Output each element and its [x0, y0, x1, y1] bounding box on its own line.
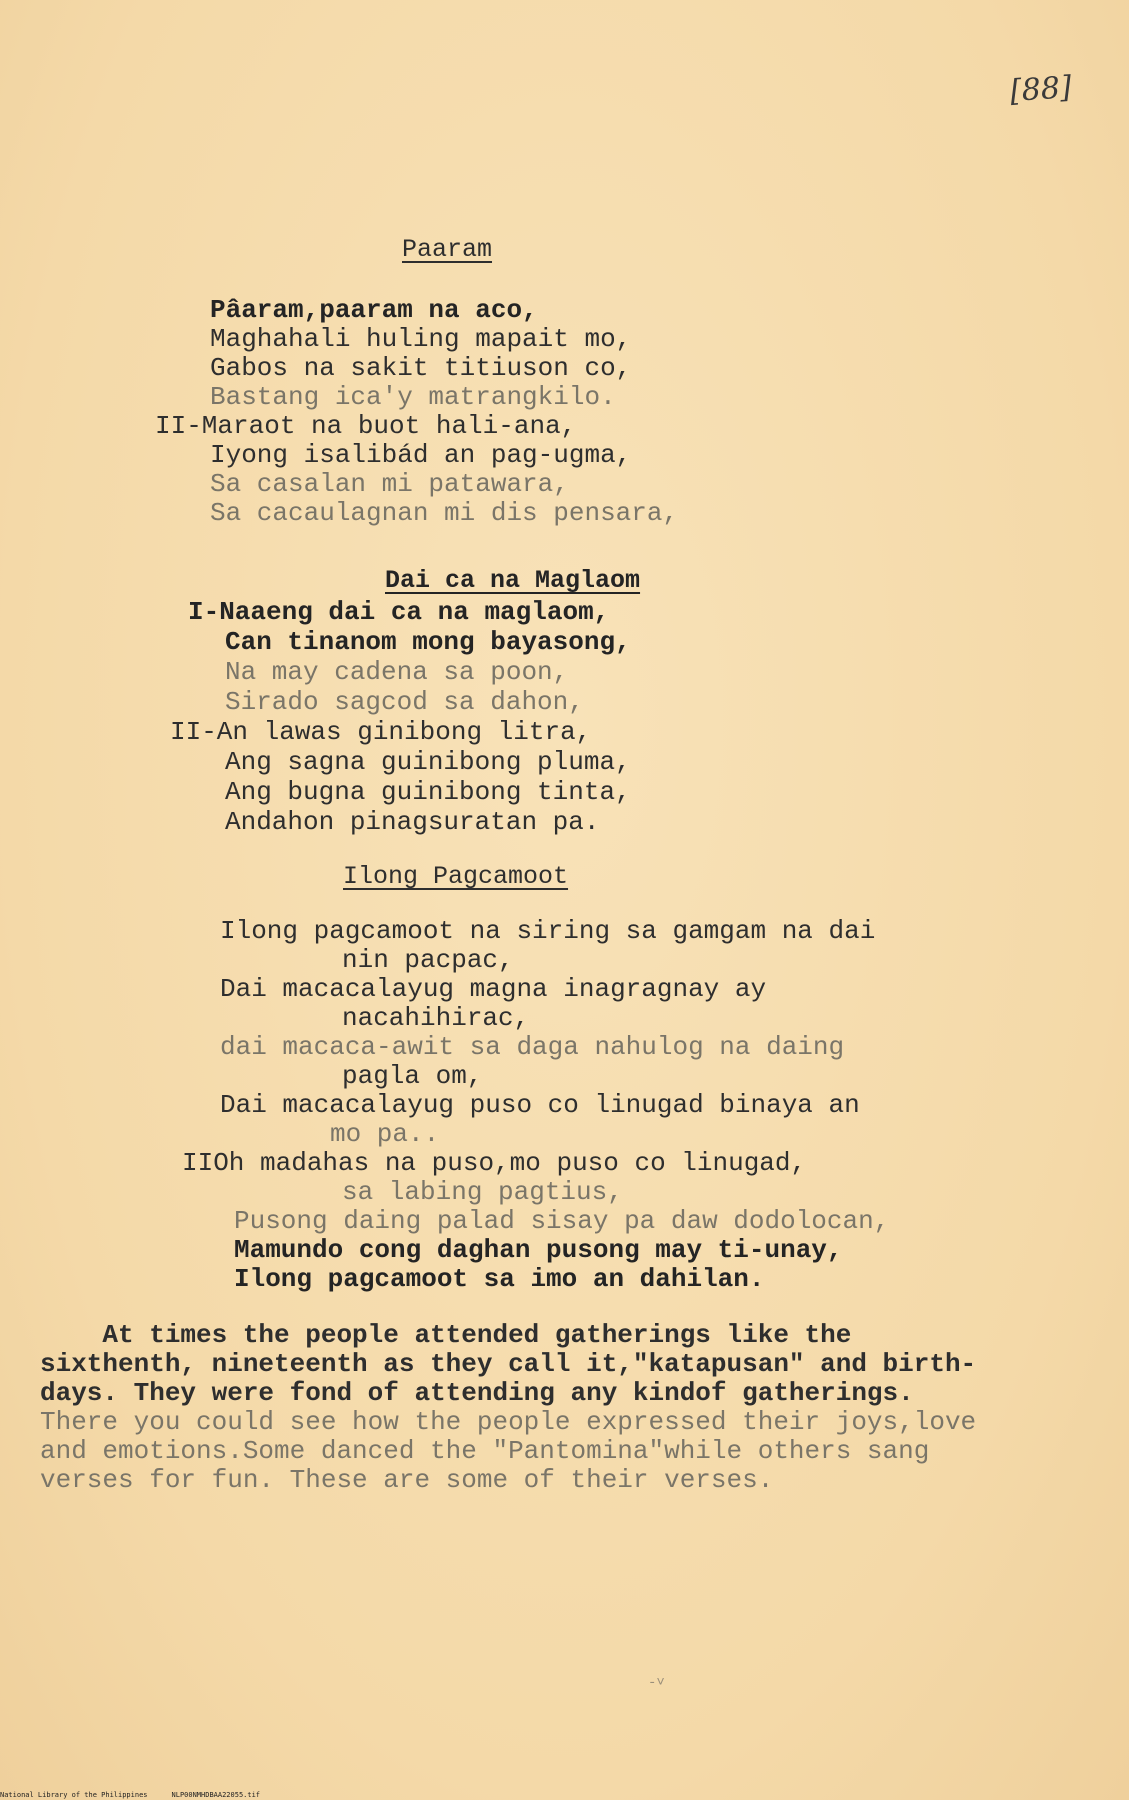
prose-line: sixthenth, nineteenth as they call it,"katapusan" and birth- [40, 1349, 977, 1379]
poem-line: Dai macacalayug puso co linugad binaya an [220, 1090, 860, 1120]
prose-line: There you could see how the people expressed their joys,love [40, 1407, 977, 1437]
poem-line: Sa casalan mi patawara, [210, 469, 569, 499]
footer-filename: NLP00NMHDBAA22055.tif [171, 1791, 261, 1799]
poem-title-dai-ca-na-maglaom: Dai ca na Maglaom [385, 566, 641, 595]
poem-line: Andahon pinagsuratan pa. [225, 807, 600, 837]
poem-line: nin pacpac, [342, 945, 514, 975]
poem-line: Ang sagna guinibong pluma, [225, 747, 631, 777]
poem-title-paaram: Paaram [402, 235, 493, 264]
poem-line: Ilong pagcamoot sa imo an dahilan. [234, 1264, 765, 1294]
footer-library: National Library of the Philippines [0, 1791, 148, 1799]
poem-line: Iyong isalibád an pag-ugma, [210, 440, 632, 470]
prose-line: and emotions.Some danced the "Pantomina"while others sang [40, 1436, 930, 1466]
page-number: [88] [1008, 69, 1073, 110]
poem-line: Ilong pagcamoot na siring sa gamgam na dai [220, 916, 876, 946]
poem-line: Pâaram,paaram na aco, [210, 295, 538, 325]
poem-line: Maghahali huling mapait mo, [210, 324, 632, 354]
poem-line: Mamundo cong daghan pusong may ti-unay, [234, 1235, 843, 1265]
scan-footer [0, 1791, 1129, 1799]
prose-line: verses for fun. These are some of their verses. [40, 1465, 774, 1495]
poem-line: Na may cadena sa poon, [225, 657, 569, 687]
poem-line: pagla om, [342, 1061, 483, 1091]
prose-line: At times the people attended gatherings like the [40, 1320, 852, 1350]
poem-line: Ang bugna guinibong tinta, [225, 777, 631, 807]
poem-title-ilong-pagcamoot: Ilong Pagcamoot [343, 862, 569, 891]
poem-line: II-Maraot na buot hali-ana, [155, 411, 577, 441]
prose-line: days. They were fond of attending any kindof gatherings. [40, 1378, 914, 1408]
poem-line: Dai macacalayug magna inagragnay ay [220, 974, 767, 1004]
poem-line: Sa cacaulagnan mi dis pensara, [210, 498, 679, 528]
poem-line: Bastang ica'y matrangkilo. [210, 382, 616, 412]
poem-line: Can tinanom mong bayasong, [225, 627, 631, 657]
poem-line: sa labing pagtius, [342, 1177, 623, 1207]
poem-line: IIOh madahas na puso,mo puso co linugad, [182, 1148, 807, 1178]
ink-speck: -˅ [648, 1675, 665, 1691]
poem-line: Sirado sagcod sa dahon, [225, 687, 584, 717]
poem-line: dai macaca-awit sa daga nahulog na daing [220, 1032, 845, 1062]
poem-line: I-Naaeng dai ca na maglaom, [188, 597, 610, 627]
poem-line: Gabos na sakit titiuson co, [210, 353, 632, 383]
poem-line: nacahihirac, [342, 1003, 530, 1033]
poem-line: II-An lawas ginibong litra, [170, 717, 592, 747]
poem-line: Pusong daing palad sisay pa daw dodolocan, [234, 1206, 890, 1236]
poem-line: mo pa.. [330, 1119, 440, 1149]
